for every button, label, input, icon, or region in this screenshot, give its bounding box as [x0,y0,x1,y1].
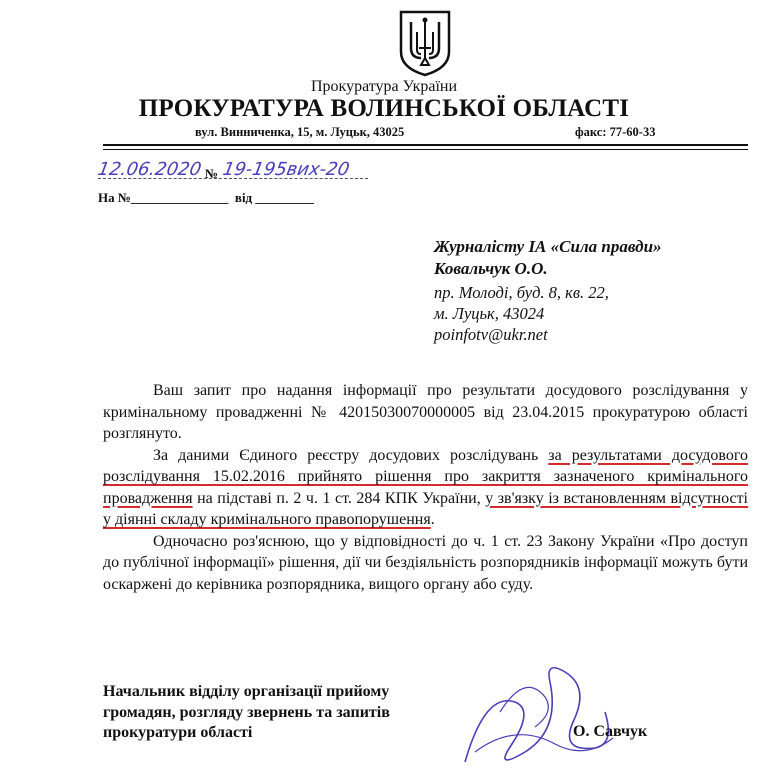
handwritten-outgoing-number: 19-195вих-20 [221,159,351,180]
signer-line2: громадян, розгляду звернень та запитів [103,703,390,721]
addressee-city: м. Луцьк, 43024 [434,304,545,323]
outgoing-number-label: № [205,166,219,181]
outgoing-number-dotted-line [98,178,368,179]
office-title: ПРОКУРАТУРА ВОЛИНСЬКОЇ ОБЛАСТІ [138,95,630,122]
signer-line3: прокуратури області [103,724,253,741]
paragraph-request: Ваш запит про надання інформації про результати досудового розслідування у кримінальному провадженні № 42015030070000005 від 23.04.2015 прокуратурою області розглянуто. [103,382,748,442]
paragraph-decision [103,445,748,531]
office-address: вул. Винниченка, 15, м. Луцьк, 43025 [195,125,405,139]
decision-end: . [430,511,435,528]
office-fax: факс: 77-60-33 [575,125,656,139]
addressee-block [434,236,662,280]
addressee-street: пр. Молоді, буд. 8, кв. 22, [434,283,609,302]
letter-body [103,380,748,595]
signer-name: О. Савчук [573,723,648,740]
header-rule-thin [103,149,748,150]
paragraph-appeal: Одночасно роз'яснюю, що у відповідності до ч. 1 ст. 23 Закону України «Про доступ до публічної інформації» рішення, дії чи бездіяльність розпорядників інформації можуть бути оскаржені до керівника розпорядника, вищого органу або суду. [103,532,748,593]
decision-intro: За даними Єдиного реєстру досудових розслідувань [153,446,549,464]
highlight-closure-decision: за результатами досудового розслідування 15.02.2016 прийнято рішення про закриття зазначеного кримінального провадження [103,446,749,507]
addressee-email: poinfotv@ukr.net [434,325,548,344]
decision-basis: на підставі п. 2 ч. 1 ст. 284 КПК України, [192,489,486,507]
handwritten-signature [455,652,620,774]
addressee-line2: Ковальчук О.О. [434,259,548,278]
addressee-address [434,282,609,345]
header-rule-thick [103,144,748,146]
government-line: Прокуратура України [310,78,458,95]
signer-line1: Начальник відділу організації прийому [103,683,390,700]
signer-position [103,682,390,744]
highlight-reason: у зв'язку із встановленням відсутності у діянні складу кримінального правопорушення [103,489,749,528]
addressee-line1: Журналісту ІА «Сила правди» [434,237,662,256]
reference-line: На №_______________ від _________ [98,190,314,205]
ukraine-trident-coat-of-arms-icon [397,8,453,78]
handwritten-date: 12.06.2020 [96,159,203,180]
